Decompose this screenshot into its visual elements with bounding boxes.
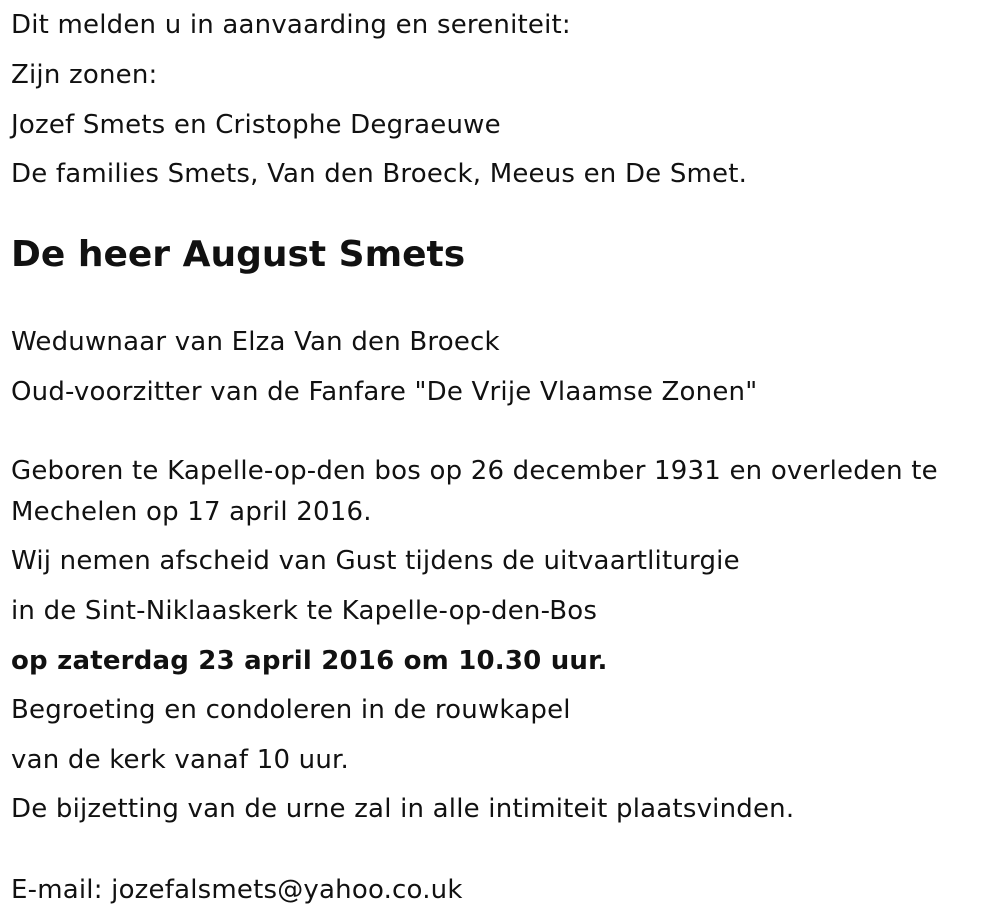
greeting-line-2: van de kerk vanaf 10 uur. — [11, 745, 349, 775]
sons-names: Jozef Smets en Cristophe Degraeuwe — [11, 110, 501, 140]
intro-line: Dit melden u in aanvaarding en sereniteit: — [11, 10, 571, 40]
widower-line: Weduwnaar van Elza Van den Broeck — [11, 327, 500, 357]
sons-label: Zijn zonen: — [11, 60, 158, 90]
deceased-name: De heer August Smets — [11, 234, 466, 275]
urn-line: De bijzetting van de urne zal in alle intimiteit plaatsvinden. — [11, 794, 795, 824]
church-line: in de Sint-Niklaaskerk te Kapelle-op-den-Bos — [11, 596, 598, 626]
families-line: De families Smets, Van den Broeck, Meeus en De Smet. — [11, 159, 748, 189]
birth-death-paragraph: Geboren te Kapelle-op-den bos op 26 december 1931 en overleden te Mechelen op 17 april 2016. — [11, 456, 938, 527]
service-date-time: op zaterdag 23 april 2016 om 10.30 uur. — [11, 646, 608, 676]
role-line: Oud-voorzitter van de Fanfare "De Vrije Vlaamse Zonen" — [11, 377, 758, 407]
farewell-line: Wij nemen afscheid van Gust tijdens de uitvaartliturgie — [11, 546, 740, 576]
email-line: E-mail: jozefalsmets@yahoo.co.uk — [11, 875, 463, 905]
greeting-line-1: Begroeting en condoleren in de rouwkapel — [11, 695, 571, 725]
